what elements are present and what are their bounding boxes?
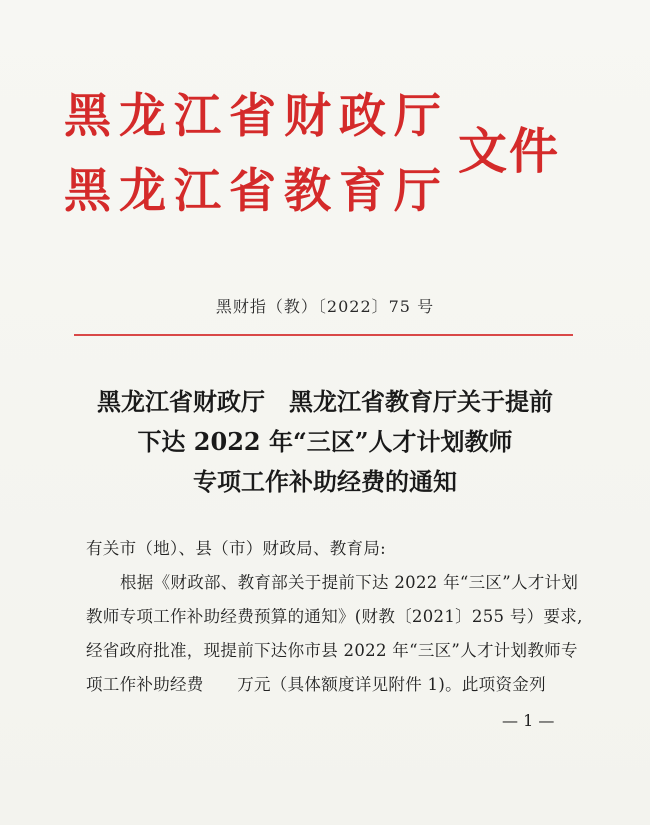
issuer-education-department: 黑龙江省教育厅: [64, 164, 449, 219]
document-title-line-1: 黑龙江省财政厅 黑龙江省教育厅关于提前: [97, 387, 553, 416]
body-paragraph-line: 经省政府批准，现提前下达你市县 2022 年“三区”人才计划教师专: [86, 641, 578, 660]
document-number: 黑财指（教）〔2022〕75 号: [215, 297, 435, 316]
body-paragraph-line: 教师专项工作补助经费预算的通知》(财教〔2021〕255 号）要求,: [86, 607, 583, 626]
document-title-line-2: 下达 2022 年“三区”人才计划教师: [137, 427, 513, 456]
body-paragraph-line: 根据《财政部、教育部关于提前下达 2022 年“三区”人才计划: [120, 573, 579, 592]
document-title-line-3: 专项工作补助经费的通知: [193, 467, 457, 496]
document-suffix: 文件: [458, 122, 561, 180]
salutation: 有关市（地）、县（市）财政局、教育局:: [86, 539, 387, 558]
body-paragraph-line: 项工作补助经费 万元（具体额度详见附件 1)。此项资金列: [86, 675, 546, 694]
page-number: — 1 —: [502, 711, 555, 730]
red-divider-rule: [74, 334, 573, 336]
issuer-finance-department: 黑龙江省财政厅: [64, 89, 449, 144]
